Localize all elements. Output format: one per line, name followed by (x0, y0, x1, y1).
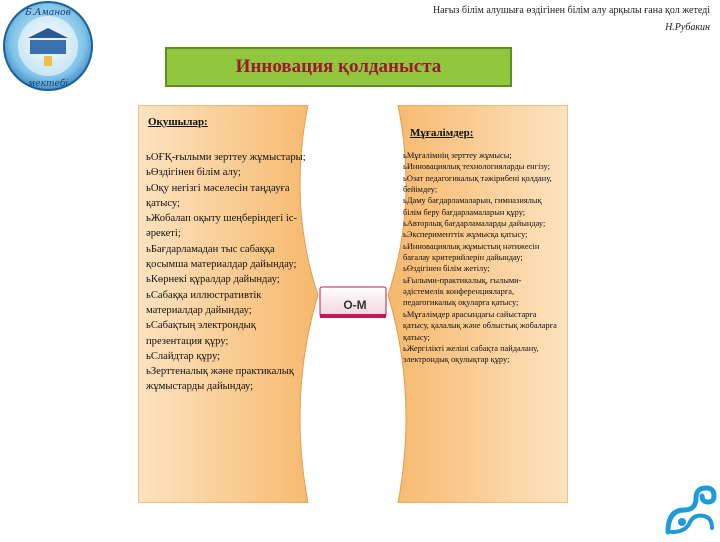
list-item: ьОзат педагогикалық тәжірибені қолдану, бейімдеу; (403, 173, 552, 195)
list-item: ьИнновациялық технологияларды енгізу; (403, 162, 550, 172)
svg-text:мектебі: мектебі (27, 79, 69, 89)
list-item: ьБағдарламадан тыс сабаққа қосымша материалдар дайындау; (146, 243, 297, 271)
list-item: ьЗерттеналық және практикалық жұмыстарды дайындау; (146, 366, 294, 393)
list-item: ьДаму бағдарламаларын, гимназиялық білім беру бағдарламаларын құру; (403, 196, 542, 217)
list-item: ьИнновациялық жұмыстың нәтижесін бағалау критерийлерін дайындау; (403, 241, 540, 263)
page-title: Инновация қолданыста (165, 47, 512, 87)
list-item: ьСабақтың электрондық презентация құру; (146, 320, 256, 347)
students-list (146, 150, 306, 395)
quote-text: Нағыз білім алушыға өздігінен білім алу арқылы ғана қол жетеді (432, 5, 710, 16)
list-item: ьҒылыми-практикалық, ғылыми-әдістемелік конференцияларға, педагогикалық оқуларға қатысу; (403, 275, 522, 308)
list-item: ьСабаққа иллюстративтік материалдар дайындау; (146, 289, 262, 316)
list-item: ьМұғалімнің зерттеу жұмысы; (403, 151, 512, 160)
list-item: ьСлайдтар құру; (146, 350, 221, 362)
teachers-list (403, 150, 561, 366)
left-heading: Оқушылар: (148, 116, 208, 128)
list-item: ьЖобалап оқыту шеңберіндегі іс-әрекеті; (146, 213, 298, 240)
center-label: О-М (343, 298, 367, 312)
list-item: ьОқу негізгі мәселесін таңдауға қатысу; (146, 182, 290, 209)
quote-author: Н.Рубакин (665, 22, 710, 33)
svg-text:Б.Аманов: Б.Аманов (25, 8, 71, 18)
school-logo-icon (0, 0, 96, 92)
list-item: ьМұғалімдер арасындағы сайыстарға қатысу, қалалық және облыстық жобаларға қатысу; (403, 309, 557, 342)
right-heading: Мұғалімдер: (410, 127, 474, 139)
list-item: ьКөрнекі құралдар дайындау; (146, 274, 280, 286)
list-item: ьАвторлық бағдарламаларды дайындау; (403, 219, 546, 229)
kazakh-ornament-icon (662, 482, 718, 538)
header-quote (330, 2, 710, 36)
list-item: ьЭксперименттік жұмысқа қатысу; (403, 230, 528, 240)
list-item: ьЖергілікті желіні сабақта пайдалану, электрондық оқулықтар құру; (403, 343, 539, 365)
list-item: ьОҒҚ-ғылыми зерттеу жұмыстары; (146, 152, 306, 163)
list-item: ьӨздігінен білім жетілу; (403, 264, 490, 274)
list-item: ьӨздігінен білім алу; (146, 167, 241, 179)
